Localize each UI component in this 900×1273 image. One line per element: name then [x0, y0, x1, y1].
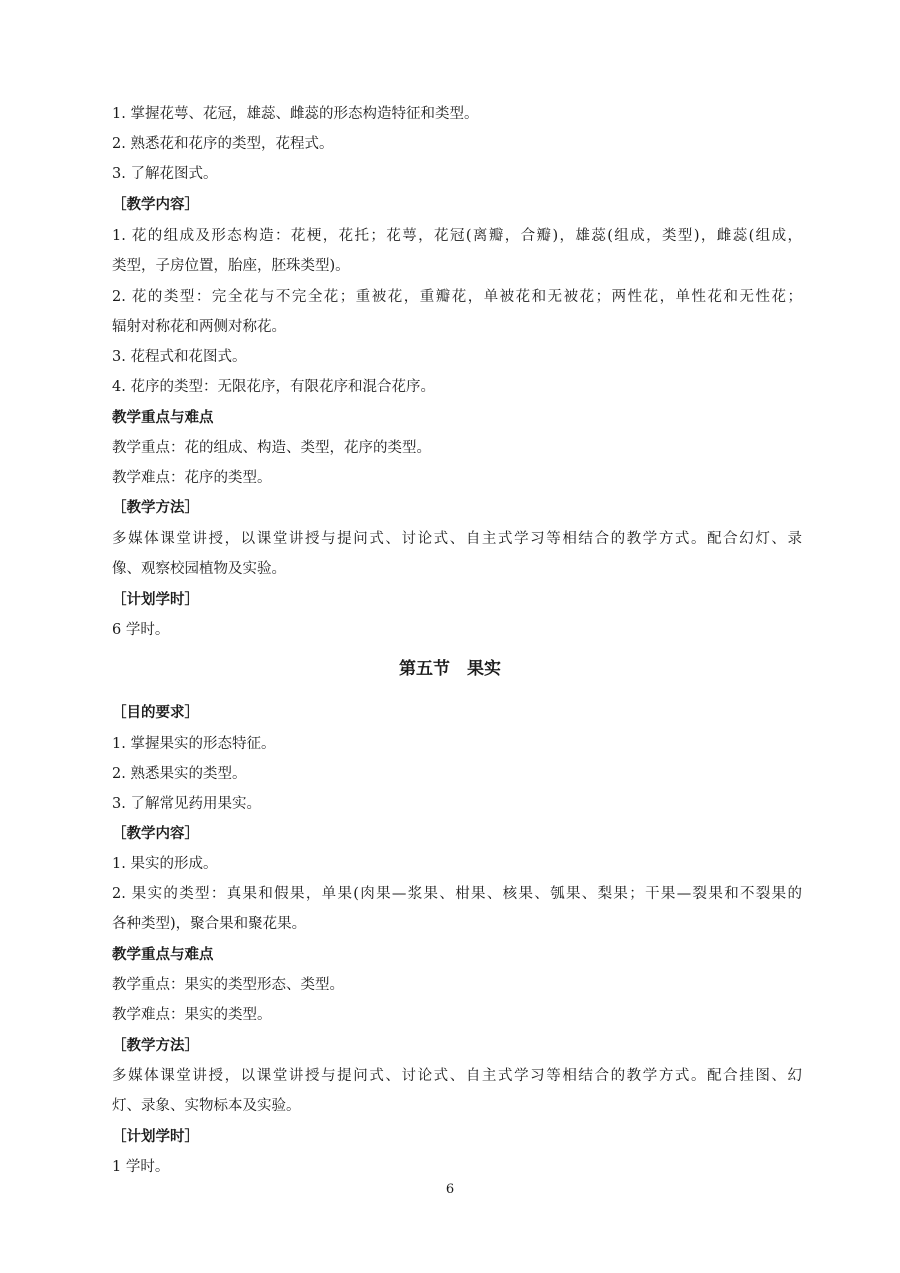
hours-value: 6 学时。	[112, 622, 170, 638]
method-line-2: 像、观察校园植物及实验。	[112, 561, 286, 577]
method-line-1: 多媒体课堂讲授，以课堂讲授与提问式、讨论式、自主式学习等相结合的教学方式。配合幻灯、录	[112, 531, 802, 547]
method-line-2: 灯、录象、实物标本及实验。	[112, 1098, 301, 1114]
content-heading: ［教学内容］	[112, 826, 199, 842]
method-heading: ［教学方法］	[112, 1038, 199, 1054]
content-item-3: 3. 花程式和花图式。	[112, 349, 247, 365]
goal-item-2: 2. 熟悉果实的类型。	[112, 766, 247, 782]
content-item-2-line-1: 2. 花的类型：完全花与不完全花；重被花，重瓣花，单被花和无被花；两性花，单性花和无性花；	[112, 289, 802, 305]
content-item-4: 4. 花序的类型：无限花序，有限花序和混合花序。	[112, 379, 435, 395]
hours-heading: ［计划学时］	[112, 1129, 199, 1145]
content-item-2-line-1: 2. 果实的类型：真果和假果，单果(肉果—浆果、柑果、核果、瓠果、梨果；干果—裂果和不裂果的	[112, 886, 802, 902]
goal-item-2: 2. 熟悉花和花序的类型，花程式。	[112, 136, 334, 152]
content-item-1-line-2: 类型，子房位置，胎座，胚珠类型)。	[112, 258, 350, 274]
method-line-1: 多媒体课堂讲授，以课堂讲授与提问式、讨论式、自主式学习等相结合的教学方式。配合挂图、幻	[112, 1068, 802, 1084]
focus-heading: 教学重点与难点	[112, 410, 214, 426]
hours-heading: ［计划学时］	[112, 592, 199, 608]
section-title: 第五节 果实	[399, 659, 501, 679]
goal-item-1: 1. 掌握果实的形态特征。	[112, 736, 276, 752]
content-item-1: 1. 果实的形成。	[112, 856, 218, 872]
goal-item-3: 3. 了解花图式。	[112, 166, 218, 182]
method-heading: ［教学方法］	[112, 500, 199, 516]
content-item-2-line-2: 各种类型)，聚合果和聚花果。	[112, 916, 307, 932]
page-number: 6	[445, 1182, 455, 1197]
goal-heading: ［目的要求］	[112, 705, 199, 721]
hours-value: 1 学时。	[112, 1159, 170, 1175]
goal-item-3: 3. 了解常见药用果实。	[112, 796, 261, 812]
focus-difficult-point: 教学难点：花序的类型。	[112, 470, 272, 486]
goal-item-1: 1. 掌握花萼、花冠，雄蕊、雌蕊的形态构造特征和类型。	[112, 106, 479, 122]
content-heading: ［教学内容］	[112, 197, 199, 213]
content-item-2-line-2: 辐射对称花和两侧对称花。	[112, 319, 286, 335]
focus-key-point: 教学重点：花的组成、构造、类型，花序的类型。	[112, 440, 431, 456]
focus-key-point: 教学重点：果实的类型形态、类型。	[112, 977, 344, 993]
focus-heading: 教学重点与难点	[112, 947, 214, 963]
content-item-1-line-1: 1. 花的组成及形态构造：花梗，花托；花萼，花冠(离瓣，合瓣)，雄蕊(组成，类型)，雌蕊(组成，	[112, 228, 802, 244]
focus-difficult-point: 教学难点：果实的类型。	[112, 1007, 272, 1023]
